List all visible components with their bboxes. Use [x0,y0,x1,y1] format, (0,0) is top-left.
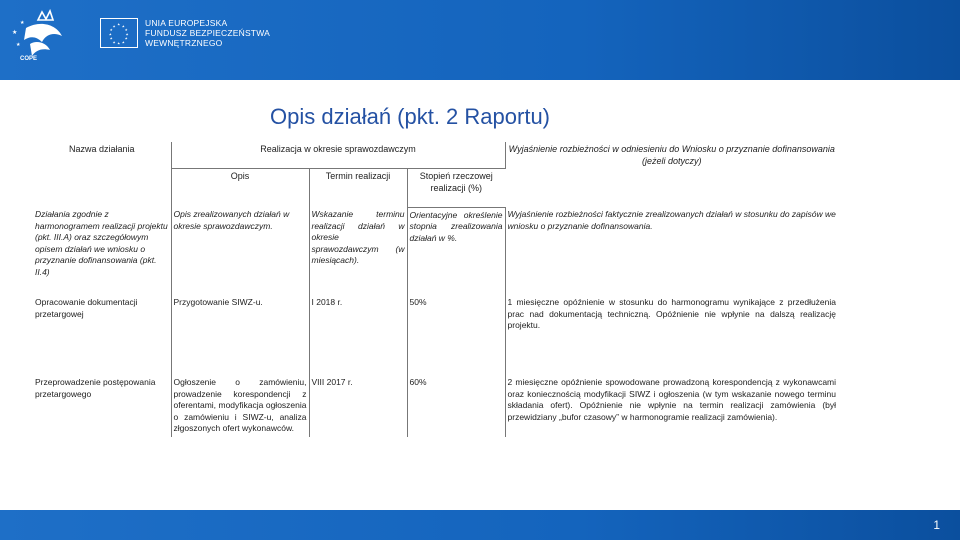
cell-opis: Opis zrealizowanych działań w okresie sprawozdawczym. [171,207,309,295]
report-table [33,142,838,437]
cell-termin: Wskazanie terminu realizacji działań w okresie sprawozdawczym (w miesiącach). [309,207,407,295]
header-name: Nazwa działania [33,142,171,207]
header-opis: Opis [171,169,309,208]
header-stopien: Stopień rzeczowej realizacji (%) [407,169,505,208]
svg-text:★: ★ [12,30,18,36]
logo-text: COPE [20,56,38,62]
svg-text:★: ★ [112,40,116,45]
footer-band [0,510,960,540]
cell-wyjasnienie: 2 miesięczne opóźnienie spowodowane prowadzoną korespondencją z wykonawcami oraz koniecznością modyfikacji SIWZ i ogłoszenia (w tym wskazanie nowego terminu składania ofert). Opóźnienie nie wpłynie na termin realizacji zamówienia (był przewidziany „bufor czasowy” w harmonogramie realizacji zamówienia). [507,377,837,422]
header-termin: Termin realizacji [309,169,407,208]
eu-line-1: UNIA EUROPEJSKA [145,18,228,28]
cell-termin: VIII 2017 r. [309,375,407,437]
header-band [0,0,960,80]
svg-text:★: ★ [124,28,128,33]
cell-stopien: 50% [407,295,505,375]
svg-text:★: ★ [20,20,25,26]
page-number: 1 [933,518,940,532]
page-title: Opis działań (pkt. 2 Raportu) [269,104,551,129]
cell-wyjasnienie: 1 miesięczne opóźnienie w stosunku do harmonogramu wynikające z przedłużenia prac nad dokumentacją techniczną. Opóźnienie nie wpłynie na dalszą realizację projektu. [507,297,837,331]
svg-text:★: ★ [112,24,116,29]
svg-text:★: ★ [121,40,126,45]
eu-line-3: WEWNĘTRZNEGO [145,38,223,48]
cell-opis: Przygotowanie SIWZ-u. [171,295,309,375]
cope-logo [6,6,76,68]
cell-termin: I 2018 r. [309,295,407,375]
svg-text:★: ★ [109,28,114,33]
svg-text:★: ★ [117,41,121,46]
header-realizacja: Realizacja w okresie sprawozdawczym [171,142,505,169]
header-wyjasnienie: Wyjaśnienie rozbieżności w odniesieniu do Wniosku o przyznanie dofinansowania (jeżeli dotyczy) [508,144,835,166]
svg-text:★: ★ [109,36,114,41]
cell-opis: Ogłoszenie o zamówieniu, prowadzenie korespondencji z oferentami, modyfikacja ogłoszenia o zamówieniu i SIWZ-u, analiza złgoszonych ofert wykonawców. [171,375,309,437]
svg-text:★: ★ [117,22,121,27]
cell-name: Przeprowadzenie postępowania przetargowego [33,375,171,437]
eu-line-2: FUNDUSZ BEZPIECZEŃSTWA [145,28,270,38]
cell-name: Opracowanie dokumentacji przetargowej [33,295,171,375]
svg-text:★: ★ [125,32,129,37]
svg-text:★: ★ [121,24,126,29]
svg-text:★: ★ [124,36,128,41]
table-row [33,295,838,375]
eu-fund-label [145,18,270,48]
eu-flag-icon [100,18,138,48]
svg-text:★: ★ [16,42,21,48]
svg-text:★: ★ [108,32,113,37]
table-row [33,375,838,437]
cell-stopien: Orientacyjne określenie stopnia zrealizowania działań w %. [407,207,505,295]
cell-stopien: 60% [407,375,505,437]
cell-wyjasnienie: Wyjaśnienie rozbieżności faktycznie zrealizowanych działań w stosunku do zapisów we wniosku o przyznanie dofinansowania. [507,209,836,231]
cell-name: Działania zgodnie z harmonogramem realizacji projektu (pkt. III.A) oraz szczegółowym opisem działań we wniosku o przyznanie dofinansowania (pkt. II.4) [33,207,171,295]
table-row [33,207,838,295]
